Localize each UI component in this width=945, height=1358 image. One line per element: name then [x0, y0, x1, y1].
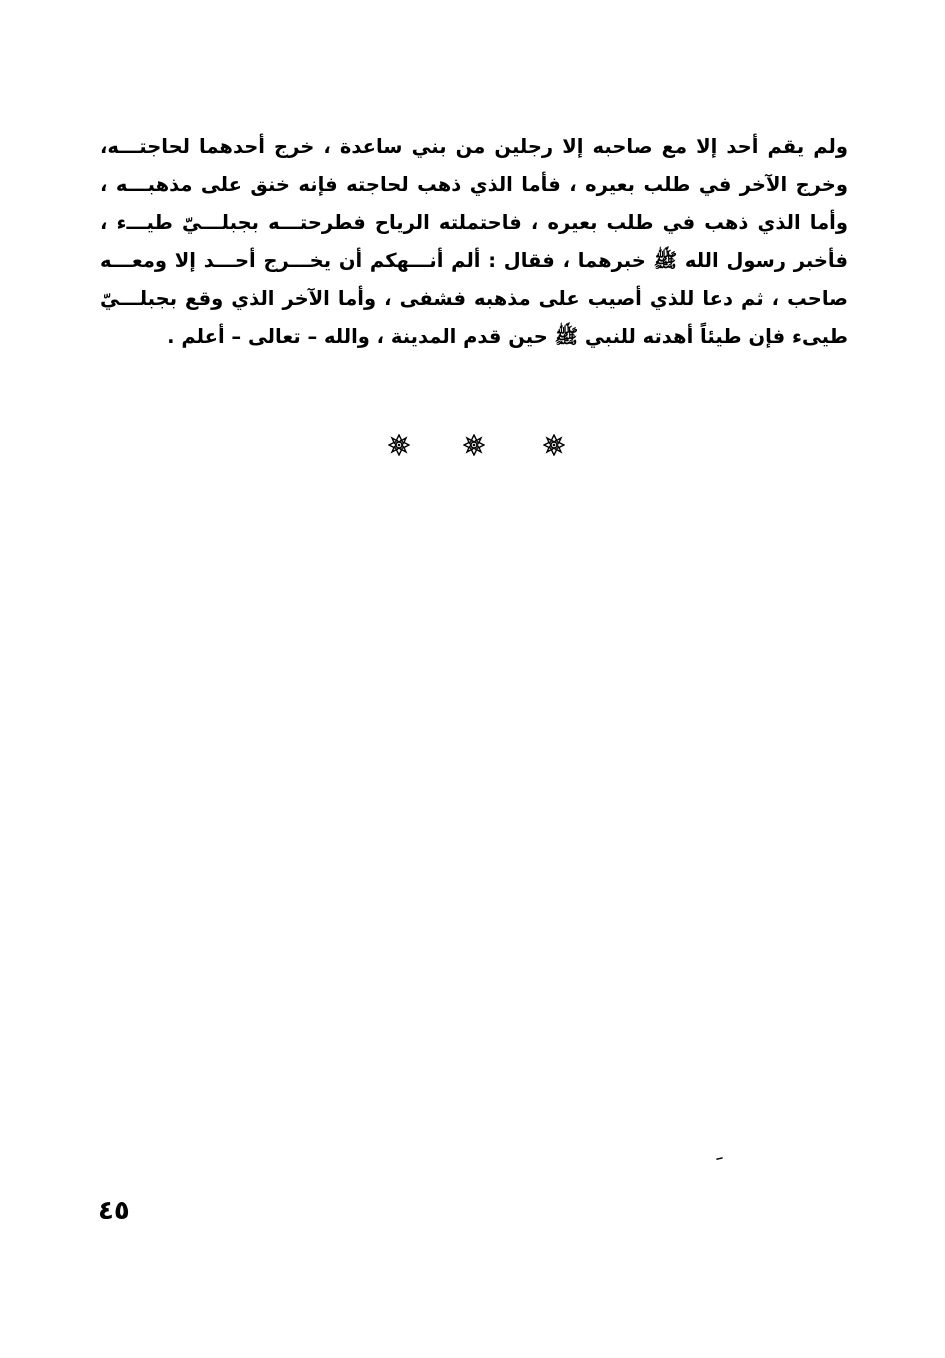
flower-ornament-icon — [388, 434, 410, 456]
paragraph — [100, 128, 848, 356]
paragraph-line-5: صاحب ، ثم دعا للذي أصيب على مذهبه فشفى ، وأما الآخر الذي وقع بجبلـــيّ — [100, 287, 848, 310]
paragraph-line-4: فأخبر رسول الله ﷺ خبرهما ، فقال : ألم أنـــهكم أن يخـــرج أحـــد إلا ومعـــه — [100, 249, 848, 272]
paragraph-line-6: طيىء فإن طيئاً أهدته للنبي ﷺ حين قدم المدينة ، والله – تعالى – أعلم . — [167, 325, 848, 348]
page-number: ٤٥ — [98, 1196, 130, 1226]
paragraph-line-2: وخرج الآخر في طلب بعيره ، فأما الذي ذهب لحاجته فإنه خنق على مذهبـــه ، — [100, 173, 848, 196]
paragraph-line-1: ولم يقم أحد إلا مع صاحبه إلا رجلين من بني ساعدة ، خرج أحدهما لحاجتـــه، — [100, 135, 848, 158]
section-divider-ornaments — [380, 434, 580, 464]
flower-ornament-icon — [543, 434, 565, 456]
flower-ornament-icon — [463, 434, 485, 456]
paragraph-line-3: وأما الذي ذهب في طلب بعيره ، فاحتملته الرياح فطرحتـــه بجبلـــيّ طيـــء ، — [100, 211, 848, 234]
